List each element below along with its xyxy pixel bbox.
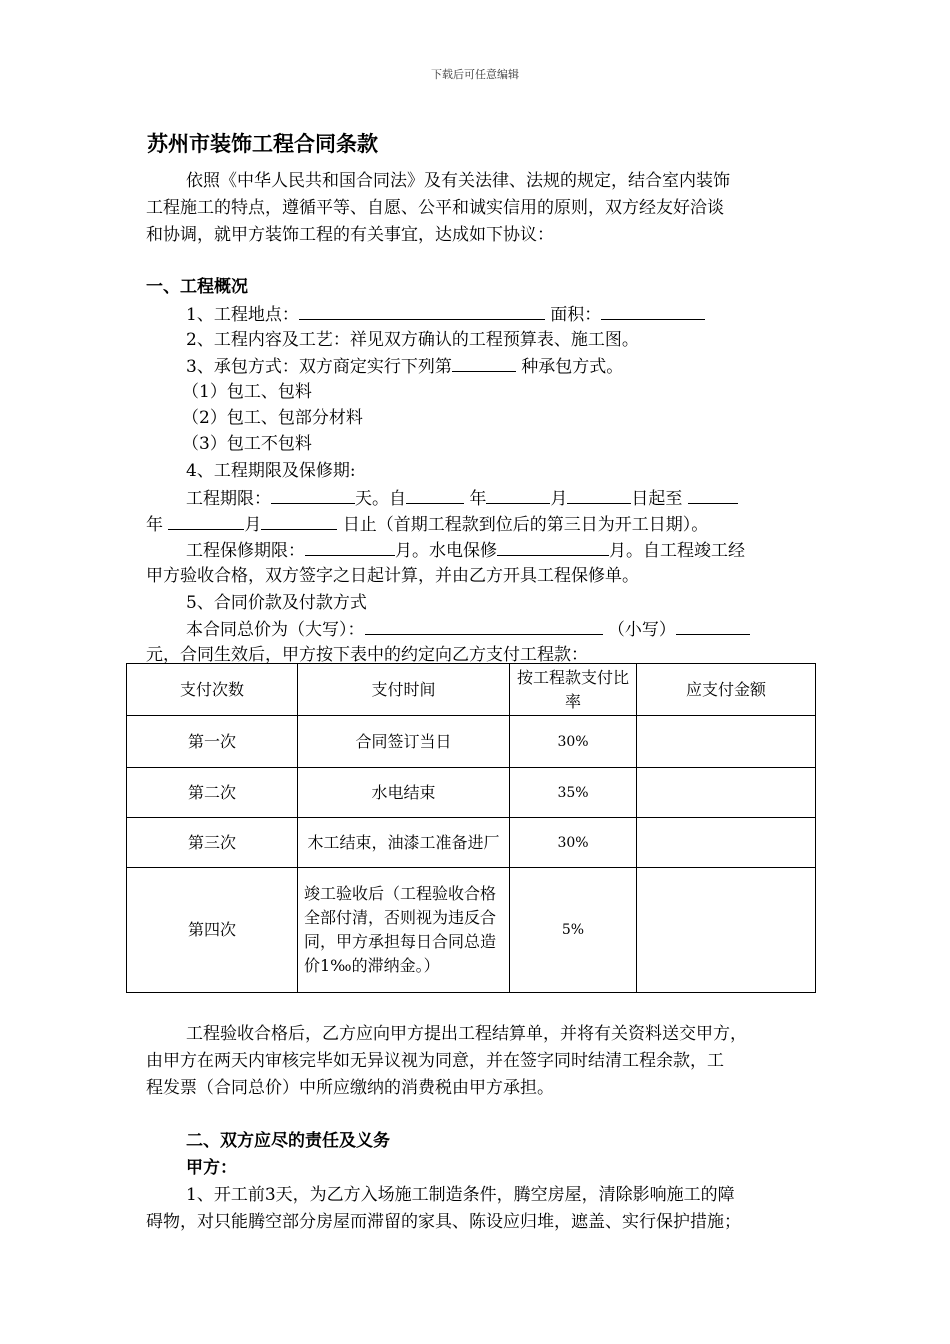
end-day-blank[interactable]	[261, 511, 337, 530]
cell-times: 第一次	[127, 716, 298, 768]
item1-location	[186, 301, 705, 328]
item2-content: 2、工程内容及工艺：祥见双方确认的工程预算表、施工图。	[186, 330, 639, 350]
payment-table	[126, 663, 816, 993]
header-time: 支付时间	[298, 664, 510, 716]
header-times: 支付次数	[127, 664, 298, 716]
year-label-2: 年	[146, 515, 163, 535]
price-lower-label: （小写）	[607, 620, 676, 640]
area-label: 面积：	[550, 305, 602, 325]
price-line-1	[186, 616, 750, 643]
intro-line-3: 和协调，就甲方装饰工程的有关事宜，达成如下协议：	[146, 225, 554, 245]
area-blank[interactable]	[601, 301, 705, 320]
start-month-blank[interactable]	[486, 485, 550, 504]
price-line-2: 元，合同生效后，甲方按下表中的约定向乙方支付工程款：	[146, 645, 588, 665]
table-row	[127, 716, 816, 768]
duty1-line-1: 1、开工前3天，为乙方入场施工制造条件，腾空房屋，清除影响施工的障	[186, 1185, 735, 1205]
period-line-2	[146, 511, 708, 538]
cell-time: 木工结束，油漆工准备进厂	[298, 818, 510, 868]
section1-heading: 一、工程概况	[146, 277, 248, 297]
warranty-line-2: 甲方验收合格，双方签字之日起计算，并由乙方开具工程保修单。	[146, 566, 639, 586]
cell-amount[interactable]	[637, 868, 816, 993]
start-day-blank[interactable]	[567, 485, 631, 504]
period-end-text: 日止（首期工程款到位后的第三日为开工日期）。	[342, 515, 709, 535]
cell-ratio: 35%	[510, 768, 637, 818]
day-from-label: 日起至	[631, 489, 683, 509]
cell-ratio: 30%	[510, 716, 637, 768]
cell-time: 水电结束	[298, 768, 510, 818]
month-label: 月	[550, 489, 568, 509]
end-month-blank[interactable]	[168, 511, 244, 530]
warranty-line-1	[186, 537, 745, 564]
header-amount: 应支付金额	[637, 664, 816, 716]
settlement-line-1: 工程验收合格后，乙方应向甲方提出工程结算单，并将有关资料送交甲方，	[186, 1024, 747, 1044]
cell-times: 第三次	[127, 818, 298, 868]
table-row	[127, 768, 816, 818]
section2-heading: 二、双方应尽的责任及义务	[186, 1131, 390, 1151]
location-blank[interactable]	[299, 301, 545, 320]
cell-amount[interactable]	[637, 768, 816, 818]
item3-label: 3、承包方式：双方商定实行下列第	[186, 357, 452, 377]
warranty-blank[interactable]	[305, 537, 395, 556]
table-header-row	[127, 664, 816, 716]
period-line-1	[186, 485, 738, 512]
mode-blank[interactable]	[452, 353, 516, 372]
price-upper-label: 本合同总价为（大写）：	[186, 620, 365, 640]
cell-time: 合同签订当日	[298, 716, 510, 768]
document-title: 苏州市装饰工程合同条款	[147, 132, 378, 156]
option-3: （3）包工不包料	[182, 434, 312, 454]
period-label: 工程期限：	[186, 489, 271, 509]
table-row	[127, 868, 816, 993]
cell-ratio: 30%	[510, 818, 637, 868]
price-upper-blank[interactable]	[365, 616, 603, 635]
item1-label: 1、工程地点：	[186, 305, 299, 325]
cell-ratio: 5%	[510, 868, 637, 993]
cell-amount[interactable]	[637, 716, 816, 768]
cell-time: 竣工验收后（工程验收合格全部付清，否则视为违反合同，甲方承担每日合同总造价1‰的滞纳金。）	[298, 868, 510, 993]
duty1-line-2: 碍物，对只能腾空部分房屋而滞留的家具、陈设应归堆，遮盖、实行保护措施；	[146, 1212, 741, 1232]
plumbing-warranty-label: 月。水电保修	[395, 541, 497, 561]
intro-line-2: 工程施工的特点，遵循平等、自愿、公平和诚实信用的原则，双方经友好洽谈	[146, 198, 724, 218]
warranty-suffix: 月。自工程竣工经	[609, 541, 745, 561]
start-year-blank[interactable]	[406, 485, 464, 504]
plumbing-warranty-blank[interactable]	[497, 537, 609, 556]
option-2: （2）包工、包部分材料	[182, 408, 363, 428]
settlement-line-2: 由甲方在两天内审核完毕如无异议视为同意，并在签字同时结清工程余款，工	[146, 1051, 724, 1071]
cell-amount[interactable]	[637, 818, 816, 868]
table-row	[127, 818, 816, 868]
end-year-blank[interactable]	[688, 485, 738, 504]
item3-suffix: 种承包方式。	[521, 357, 624, 377]
cell-times: 第二次	[127, 768, 298, 818]
days-blank[interactable]	[271, 485, 355, 504]
intro-line-1: 依照《中华人民共和国合同法》及有关法律、法规的规定，结合室内装饰	[186, 171, 730, 191]
price-lower-blank[interactable]	[676, 616, 750, 635]
party-a-label: 甲方：	[186, 1158, 237, 1178]
period-from: 天。自	[355, 489, 406, 509]
warranty-label: 工程保修期限：	[186, 541, 305, 561]
item3-contract-mode	[186, 353, 623, 380]
item5-heading: 5、合同价款及付款方式	[186, 593, 367, 613]
year-label: 年	[469, 489, 487, 509]
item4-heading: 4、工程期限及保修期:	[186, 461, 356, 481]
settlement-line-3: 程发票（合同总价）中所应缴纳的消费税由甲方承担。	[146, 1078, 554, 1098]
month-label-2: 月	[244, 515, 262, 535]
page-header: 下载后可任意编辑	[431, 68, 519, 81]
header-ratio: 按工程款支付比率	[510, 664, 637, 716]
cell-times: 第四次	[127, 868, 298, 993]
option-1: （1）包工、包料	[182, 382, 312, 402]
